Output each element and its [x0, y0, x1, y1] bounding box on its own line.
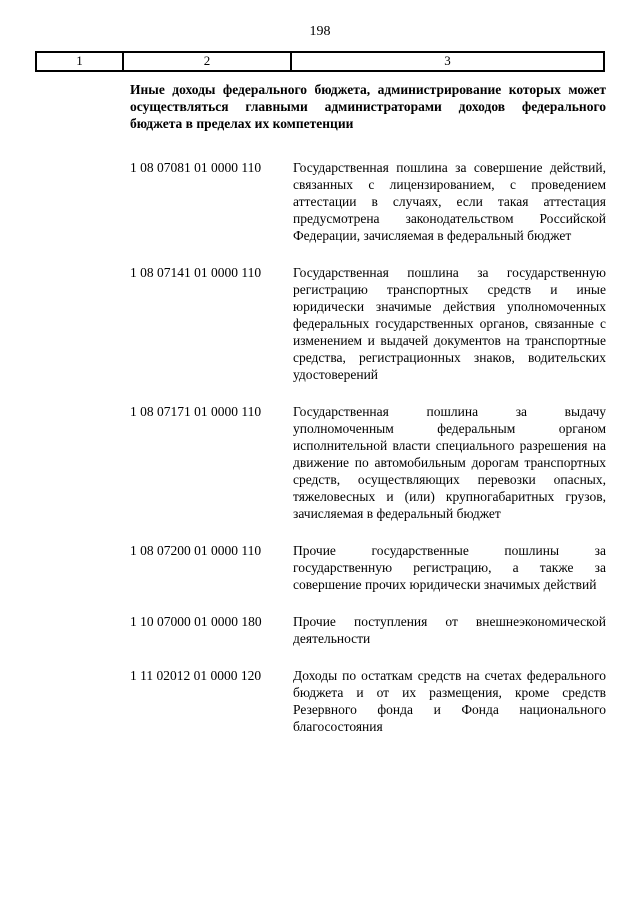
budget-code: 1 08 07081 01 0000 110: [130, 160, 262, 175]
budget-code: 1 08 07171 01 0000 110: [130, 404, 262, 419]
table-body: [130, 159, 606, 735]
budget-code: 1 10 07000 01 0000 180: [130, 614, 262, 629]
table-row: [130, 159, 606, 244]
budget-description: Прочие государственные пошлины за государственную регистрацию, а также за совершение прочих юридически значимых действий: [293, 543, 606, 592]
table-row: [130, 542, 606, 593]
table-row: [130, 613, 606, 647]
budget-description: Доходы по остаткам средств на счетах федерального бюджета и от их размещения, кроме средств Резервного фонда и Фонда национального благосостояния: [293, 668, 606, 734]
budget-code: 1 11 02012 01 0000 120: [130, 668, 262, 683]
table-header-cell-3: 3: [444, 53, 451, 68]
budget-code: 1 08 07200 01 0000 110: [130, 543, 262, 558]
budget-description: Государственная пошлина за совершение действий, связанных с лицензированием, с проведением аттестации в случаях, если такая аттестация предусмотрена законодательством Российской Федерации, зачисляемая в федеральный бюджет: [293, 160, 606, 243]
table-row: [130, 264, 606, 383]
table-row: [130, 403, 606, 522]
page-number: 198: [309, 24, 331, 39]
table-row: [130, 667, 606, 735]
budget-code: 1 08 07141 01 0000 110: [130, 265, 262, 280]
budget-description: Государственная пошлина за выдачу уполномоченным федеральным органом исполнительной власти специального разрешения на движение по автомобильным дорогам транспортных средств, осуществляющих перевозки опасных, тяжеловесных и (или) крупногабаритных грузов, зачисляемая в федеральный бюджет: [293, 404, 606, 521]
section-heading: Иные доходы федерального бюджета, администрирование которых может осуществляться главными администраторами доходов федерального бюджета в пределах их компетенции: [130, 82, 606, 131]
table-header-cell-2: 2: [124, 53, 292, 70]
budget-description: Государственная пошлина за государственную регистрацию транспортных средств и иные юридически значимые действия уполномоченных федеральных государственных органов, связанные с изменением и выдачей документов на транспортные средства, регистрационных знаков, водительских удостоверений: [293, 265, 606, 382]
table-header-cell-1: 1: [37, 53, 124, 70]
budget-description: Прочие поступления от внешнеэкономической деятельности: [293, 614, 606, 646]
table-header-row: [35, 51, 605, 72]
